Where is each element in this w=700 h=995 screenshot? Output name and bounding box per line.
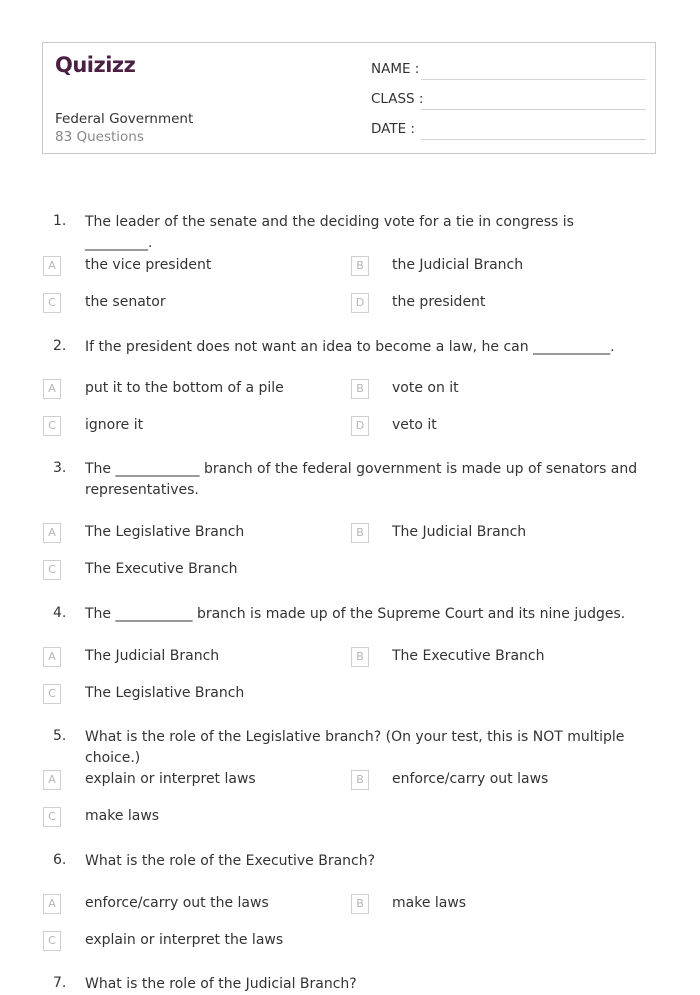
option-text: vote on it xyxy=(392,380,459,396)
option-letter-box: A xyxy=(43,379,61,399)
option-letter-box: C xyxy=(43,931,61,951)
option-letter-box: C xyxy=(43,807,61,827)
option-letter-box: D xyxy=(351,416,369,436)
option-text: enforce/carry out laws xyxy=(392,771,549,787)
date-label: DATE : xyxy=(371,121,415,137)
option-text: enforce/carry out the laws xyxy=(85,895,269,911)
option-letter-box: B xyxy=(351,523,369,543)
question-number: 2. xyxy=(53,338,67,354)
quizizz-logo: Quizizz xyxy=(55,53,136,77)
option-letter-box: A xyxy=(43,894,61,914)
option-text: explain or interpret the laws xyxy=(85,932,284,948)
question-number: 3. xyxy=(53,460,67,476)
question-text: If the president does not want an idea to become a law, he can ___________. xyxy=(85,339,615,355)
option-text: The Legislative Branch xyxy=(85,685,245,701)
question-text: What is the role of the Executive Branch? xyxy=(85,853,376,869)
option-letter-box: D xyxy=(351,293,369,313)
question-text: The ____________ branch of the federal government is made up of senators and representatives. xyxy=(85,461,638,498)
option-text: veto it xyxy=(392,417,437,433)
option-text: The Legislative Branch xyxy=(85,524,245,540)
option-letter-box: B xyxy=(351,770,369,790)
option-letter-box: C xyxy=(43,684,61,704)
option-letter-box: A xyxy=(43,523,61,543)
option-text: ignore it xyxy=(85,417,144,433)
question-number: 5. xyxy=(53,728,67,744)
option-text: put it to the bottom of a pile xyxy=(85,380,284,396)
question-text: The leader of the senate and the deciding vote for a tie in congress is _________. xyxy=(85,214,574,251)
worksheet-header xyxy=(42,42,656,154)
date-line xyxy=(421,139,646,140)
option-text: The Executive Branch xyxy=(392,648,545,664)
name-label: NAME : xyxy=(371,61,420,77)
name-line xyxy=(421,79,646,80)
option-letter-box: B xyxy=(351,256,369,276)
question-text: What is the role of the Judicial Branch? xyxy=(85,976,357,992)
option-text: The Judicial Branch xyxy=(392,524,527,540)
option-text: make laws xyxy=(85,808,160,824)
question-number: 1. xyxy=(53,213,67,229)
option-letter-box: C xyxy=(43,293,61,313)
question-text: What is the role of the Legislative branch? (On your test, this is NOT multiple choice.) xyxy=(85,729,625,766)
question-text: The ___________ branch is made up of the Supreme Court and its nine judges. xyxy=(85,606,626,622)
option-letter-box: B xyxy=(351,894,369,914)
question-number: 4. xyxy=(53,605,67,621)
option-text: The Judicial Branch xyxy=(85,648,220,664)
question-number: 6. xyxy=(53,852,67,868)
option-letter-box: C xyxy=(43,560,61,580)
option-text: explain or interpret laws xyxy=(85,771,256,787)
option-text: the president xyxy=(392,294,486,310)
class-label: CLASS : xyxy=(371,91,424,107)
option-letter-box: B xyxy=(351,379,369,399)
option-letter-box: A xyxy=(43,256,61,276)
option-text: the senator xyxy=(85,294,166,310)
option-text: the vice president xyxy=(85,257,212,273)
option-text: the Judicial Branch xyxy=(392,257,524,273)
option-text: make laws xyxy=(392,895,467,911)
class-line xyxy=(421,109,646,110)
option-letter-box: B xyxy=(351,647,369,667)
option-letter-box: C xyxy=(43,416,61,436)
option-text: The Executive Branch xyxy=(85,561,238,577)
question-count: 83 Questions xyxy=(55,129,144,145)
question-number: 7. xyxy=(53,975,67,991)
worksheet-title: Federal Government xyxy=(55,111,194,127)
option-letter-box: A xyxy=(43,770,61,790)
option-letter-box: A xyxy=(43,647,61,667)
